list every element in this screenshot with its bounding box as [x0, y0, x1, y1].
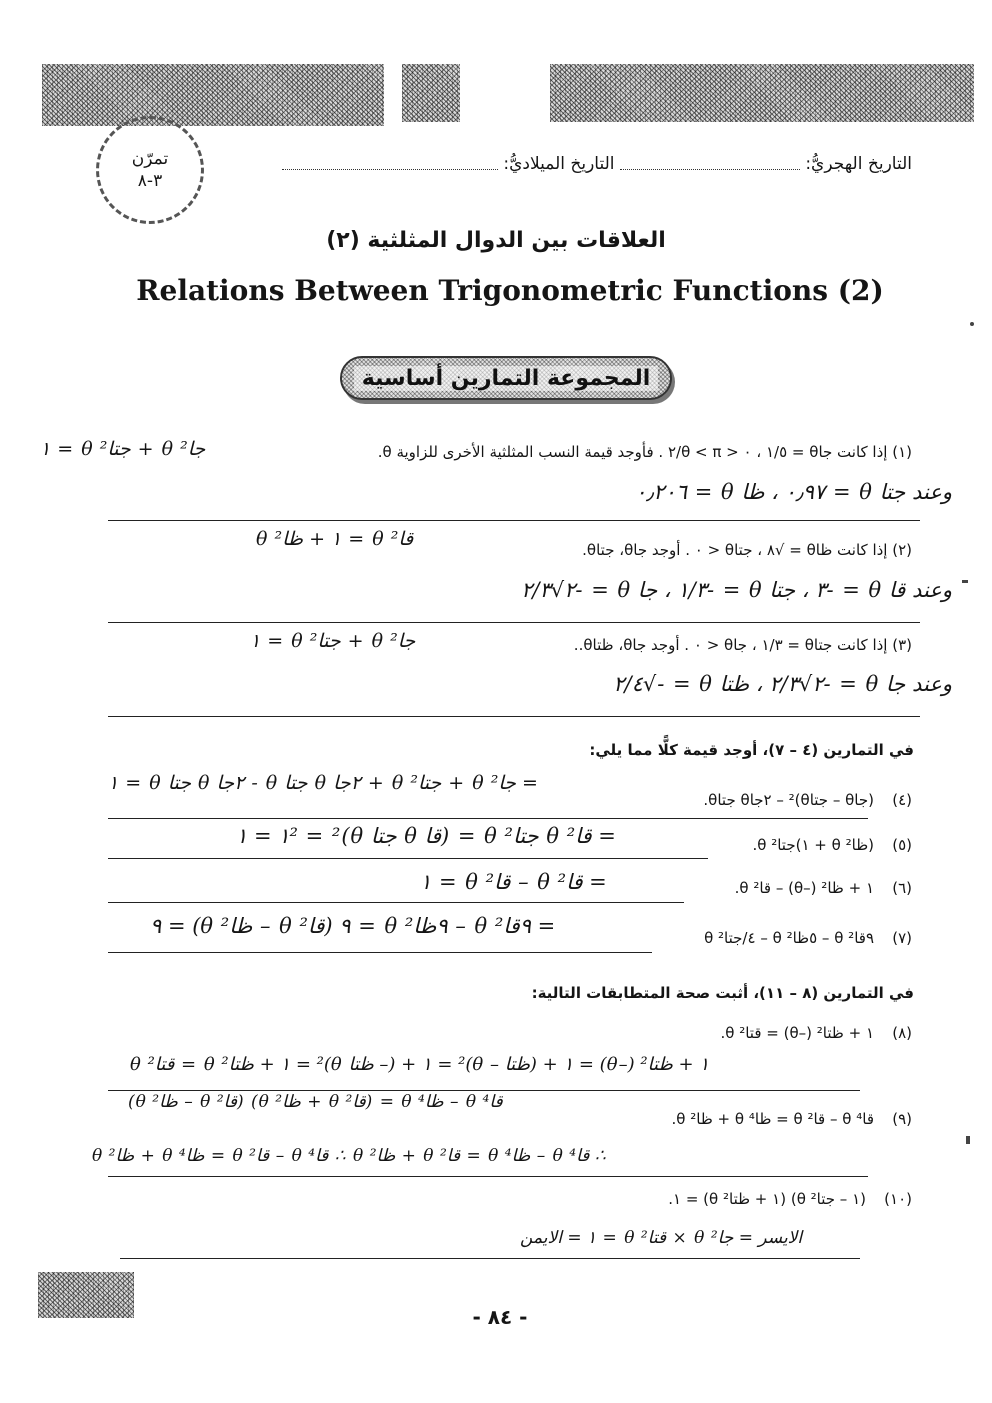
- exercise-5-question: (ظا² θ + ١)جتا² θ.: [752, 836, 874, 854]
- exercise-4-hand: = جا² θ + جتا² θ + ٢جا θ جتا θ - ٢جا θ جتا θ = ١: [108, 772, 538, 794]
- exercise-3-question: (٣) إذا كانت جتاθ = ١/٣ ، جاθ < ٠ . أوجد جاθ، ظتاθ..: [573, 636, 912, 654]
- exercise-7-question: ٩قا² θ – ٥ظا² θ – ٤/جتا² θ: [704, 929, 874, 947]
- exercise-1-hand-line1: جا² θ + جتا² θ = ١: [40, 438, 206, 460]
- exercise-5-number: (٥): [892, 836, 912, 854]
- english-title: Relations Between Trigonometric Functions (2): [136, 274, 884, 307]
- exercise-2-question: (٢) إذا كانت ظاθ = √٨ ، جتاθ < ٠ . أوجد جاθ، جتاθ.: [582, 541, 912, 559]
- divider-3: [108, 716, 920, 717]
- exercise-6-question: ١ + ظا² (–θ) – قا² θ.: [734, 879, 874, 897]
- exercise-6-number: (٦): [892, 879, 912, 897]
- underline-5: [108, 858, 708, 859]
- margin-mark: [970, 322, 974, 326]
- badge-label: تمرّن: [131, 149, 169, 169]
- divider-1: [108, 520, 920, 521]
- group-4-7-heading: في التمارين (٤ – ٧)، أوجد قيمة كلًّا مما يلي:: [589, 741, 914, 759]
- hijri-date-blank: [620, 159, 800, 170]
- exercise-9-hand-top: قا⁴ θ – ظا⁴ θ = (قا² θ + ظا² θ) (قا² θ – ظا² θ): [128, 1092, 503, 1112]
- exercise-10-number: (١٠): [884, 1190, 912, 1208]
- header-strip-mid: [402, 64, 460, 122]
- exercise-7-hand: = ٩قا² θ – ٩ظا² θ = ٩ (قا² θ – ظا² θ) = ٩: [150, 914, 556, 938]
- margin-mark: [966, 1136, 970, 1144]
- exercise-1-hand-line2: وعند جتا θ = ٠٫٩٧ ، ظا θ = ٠٫٢٠٦: [635, 480, 952, 504]
- exercise-4-question: (جاθ – جتاθ)² – ٢جاθ جتاθ.: [703, 791, 874, 809]
- underline-4: [108, 818, 868, 819]
- exercise-7-number: (٧): [892, 929, 912, 947]
- exercise-3-hand-line1: جا² θ + جتا² θ = ١: [250, 630, 416, 652]
- section-banner: المجموعة التمارين أساسية: [340, 356, 672, 400]
- exercise-8-question: ١ + ظتا² (–θ) = قتا² θ.: [720, 1024, 874, 1042]
- exercise-10-question: (١ – جتا² θ) (١ + ظتا² θ) = ١.: [668, 1190, 866, 1208]
- underline-7: [108, 952, 652, 953]
- header-strip-right: [550, 64, 974, 122]
- gregorian-date-label: التاريخ الميلاديُّ:: [503, 154, 615, 174]
- arabic-title: العلاقات بين الدوال المثلثية (٢): [326, 228, 666, 253]
- margin-mark: [962, 580, 968, 583]
- exercise-8-number: (٨): [892, 1024, 912, 1042]
- exercise-2-hand-line2: وعند قا θ = -٣ ، جتا θ = -١/٣ ، جا θ = -٢√٢/٣: [521, 578, 952, 602]
- exercise-1-question: (١) إذا كانت جاθ = ١/٥ ، ٠ < θ < π/٢ . فأوجد قيمة النسب المثلثية الأخرى للزاوية θ.: [377, 443, 912, 461]
- hijri-date-label: التاريخ الهجريُّ:: [805, 154, 912, 174]
- page-number: - ٨٤ -: [472, 1305, 528, 1329]
- underline-10: [120, 1258, 860, 1259]
- group-8-11-heading: في التمارين (٨ – ١١)، أثبت صحة المتطابقات التالية:: [531, 984, 914, 1002]
- exercise-4-number: (٤): [892, 791, 912, 809]
- exercise-9-hand: ∴ قا⁴ θ – ظا⁴ θ = قا² θ + ظا² θ ∴ قا⁴ θ – قا² θ = ظا⁴ θ + ظا² θ: [92, 1146, 606, 1166]
- exercise-5-hand: = قا² θ جتا² θ = (قا θ جتا θ)² = ١² = ١: [236, 824, 616, 848]
- exercise-10-hand: الايسر = جا² θ × قتا² θ = ١ = الايمن: [520, 1228, 803, 1248]
- divider-2: [108, 622, 920, 623]
- exercise-3-hand-line2: وعند جا θ = -٢√٢/٣ ، ظتا θ = -√٢/٤: [613, 672, 952, 696]
- exercise-9-question: قا⁴ θ – قا² θ = ظا⁴ θ + ظا² θ.: [671, 1110, 874, 1128]
- exercise-9-number: (٩): [892, 1110, 912, 1128]
- exercise-badge: [96, 116, 204, 224]
- gregorian-date-blank: [282, 159, 498, 170]
- underline-6: [108, 902, 684, 903]
- exercise-8-hand: ١ + ظتا² (–θ) = ١ + (ظتا – θ)² = ١ + (– ظتا θ)² = ١ + ظتا² θ = قتا² θ: [130, 1054, 709, 1075]
- badge-number: ٣-٨: [137, 171, 163, 191]
- exercise-2-hand-line1: قا² θ = ١ + ظا² θ: [256, 528, 414, 550]
- underline-9: [108, 1176, 868, 1177]
- underline-8: [108, 1090, 860, 1091]
- header-strip-left: [42, 64, 384, 126]
- date-fields: [282, 154, 912, 174]
- exercise-6-hand: = قا² θ – قا² θ = ١: [420, 870, 607, 894]
